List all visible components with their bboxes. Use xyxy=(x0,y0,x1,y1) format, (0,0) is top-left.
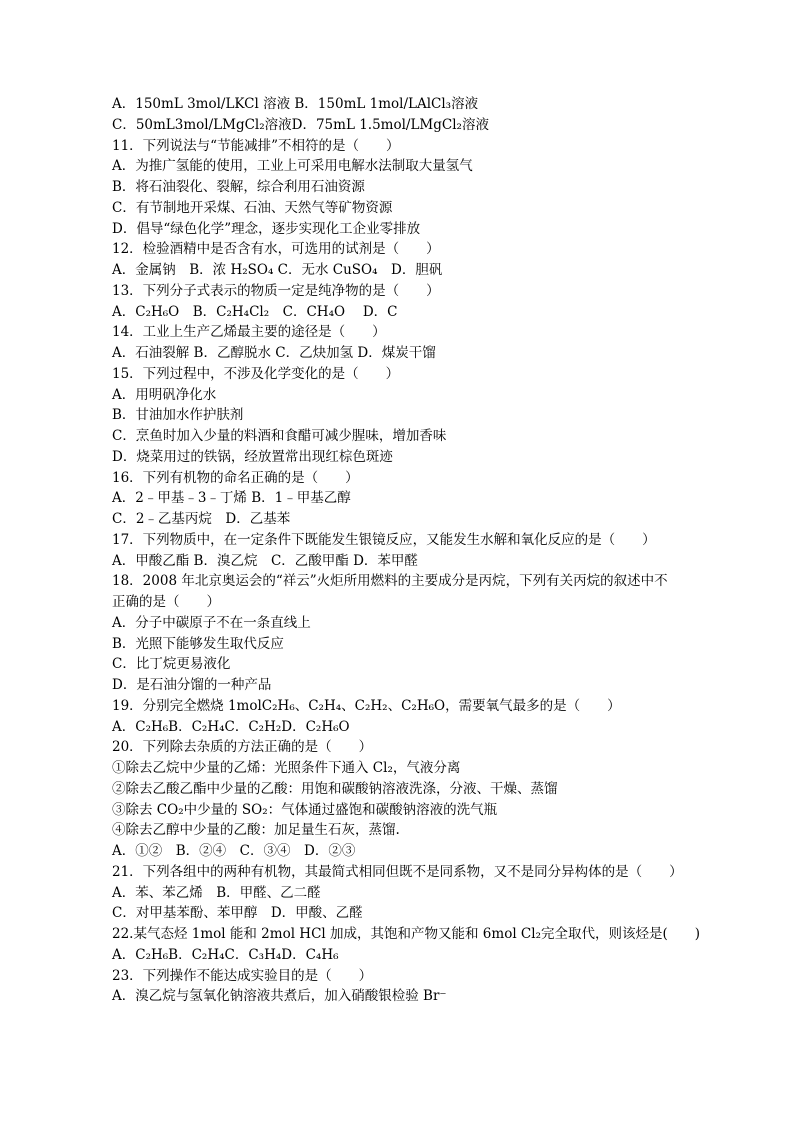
text-line: A．甲酸乙酯 B．溴乙烷 C．乙酸甲酯 D．苯甲醛 xyxy=(112,552,418,569)
text-line: 正确的是（ ） xyxy=(112,594,220,610)
text-line: C．有节制地开采煤、石油、天然气等矿物资源 xyxy=(112,199,393,216)
text-line: B．甘油加水作护肤剂 xyxy=(112,407,244,424)
text-line: A．溴乙烷与氢氧化钠溶液共煮后，加入硝酸银检验 Br⁻ xyxy=(112,988,447,1005)
text-line: C．比丁烷更易液化 xyxy=(112,656,231,673)
question-18-stem: 18．2008 年北京奥运会的“祥云”火炬所用燃料的主要成分是丙烷，下列有关丙烷的叙述中不 xyxy=(112,573,668,590)
text-line: ②除去乙酸乙酯中少量的乙酸：用饱和碳酸钠溶液洗涤，分液、干燥、蒸馏 xyxy=(112,780,558,797)
question-20-stem: 20．下列除去杂质的方法正确的是（ ） xyxy=(112,739,373,756)
text-line: D．烧菜用过的铁锅，经放置常出现红棕色斑迹 xyxy=(112,448,393,465)
text-line: D．是石油分馏的一种产品 xyxy=(112,677,272,693)
text-line: A．C₂H₆O B．C₂H₄Cl₂ C．CH₄O D．C xyxy=(112,303,398,320)
text-line: A．C₂H₆B．C₂H₄C．C₂H₂D．C₂H₆O xyxy=(112,718,350,735)
question-15-stem: 15．下列过程中，不涉及化学变化的是（ ） xyxy=(112,365,400,382)
text-line: ④除去乙醇中少量的乙酸：加足量生石灰，蒸馏. xyxy=(112,822,400,839)
text-line: ①除去乙烷中少量的乙烯：光照条件下通入 Cl₂，气液分离 xyxy=(112,760,461,776)
text-line: A．金属钠 B．浓 H₂SO₄ C．无水 CuSO₄ D．胆矾 xyxy=(112,262,443,278)
question-16-stem: 16．下列有机物的命名正确的是（ ） xyxy=(112,469,359,486)
text-line: A．150mL 3mol/LKCl 溶液 B．150mL 1mol/LAlCl₃溶液 xyxy=(112,96,479,112)
question-23-stem: 23．下列操作不能达成实验目的是（ ） xyxy=(112,967,373,984)
question-12-stem: 12．检验酒精中是否含有水，可选用的试剂是（ ） xyxy=(112,241,440,258)
question-14-stem: 14．工业上生产乙烯最主要的途径是（ ） xyxy=(112,324,386,341)
text-line: C．对甲基苯酚、苯甲醇 D．甲酸、乙醛 xyxy=(112,905,363,922)
question-19-stem: 19．分别完全燃烧 1molC₂H₆、C₂H₄、C₂H₂、C₂H₆O，需要氧气最多的是（ ） xyxy=(112,697,621,714)
text-line: A．用明矾净化水 xyxy=(112,386,217,403)
question-21-stem: 21．下列各组中的两种有机物，其最简式相同但既不是同系物，又不是同分异构体的是（ ） xyxy=(112,863,683,880)
text-line: A．2﹣甲基﹣3﹣丁烯 B．1﹣甲基乙醇 xyxy=(112,490,351,507)
text-line: D．倡导“绿色化学”理念，逐步实现化工企业零排放 xyxy=(112,220,421,237)
text-line: C．2﹣乙基丙烷 D．乙基苯 xyxy=(112,511,291,527)
text-line: ③除去 CO₂中少量的 SO₂：气体通过盛饱和碳酸钠溶液的洗气瓶 xyxy=(112,801,498,818)
question-text-block xyxy=(112,94,701,1007)
question-22-stem: 22.某气态烃 1mol 能和 2mol HCl 加成，其饱和产物又能和 6mol Cl₂完全取代，则该烃是( ) xyxy=(112,926,701,942)
text-line: A．石油裂解 B．乙醇脱水 C．乙炔加氢 D．煤炭干馏 xyxy=(112,345,436,361)
text-line: B．光照下能够发生取代反应 xyxy=(112,635,284,652)
text-line: A．分子中碳原子不在一条直线上 xyxy=(112,614,311,631)
text-line: A．为推广氢能的使用，工业上可采用电解水法制取大量氢气 xyxy=(112,158,473,175)
text-line: C．烹鱼时加入少量的料酒和食醋可减少腥味，增加香味 xyxy=(112,428,447,444)
text-line: A．苯、苯乙烯 B．甲醛、乙二醛 xyxy=(112,884,321,901)
text-line: B．将石油裂化、裂解，综合利用石油资源 xyxy=(112,179,365,195)
text-line: C．50mL3mol/LMgCl₂溶液D．75mL 1.5mol/LMgCl₂溶液 xyxy=(112,116,489,133)
question-11-stem: 11．下列说法与“节能减排”不相符的是（ ） xyxy=(112,137,400,154)
text-line: A．①② B．②④ C．③④ D．②③ xyxy=(112,843,356,859)
question-17-stem: 17．下列物质中，在一定条件下既能发生银镜反应，又能发生水解和氧化反应的是（ ） xyxy=(112,531,656,548)
question-13-stem: 13．下列分子式表示的物质一定是纯净物的是（ ） xyxy=(112,282,440,299)
text-line: A．C₂H₆B．C₂H₄C．C₃H₄D．C₄H₆ xyxy=(112,946,339,963)
